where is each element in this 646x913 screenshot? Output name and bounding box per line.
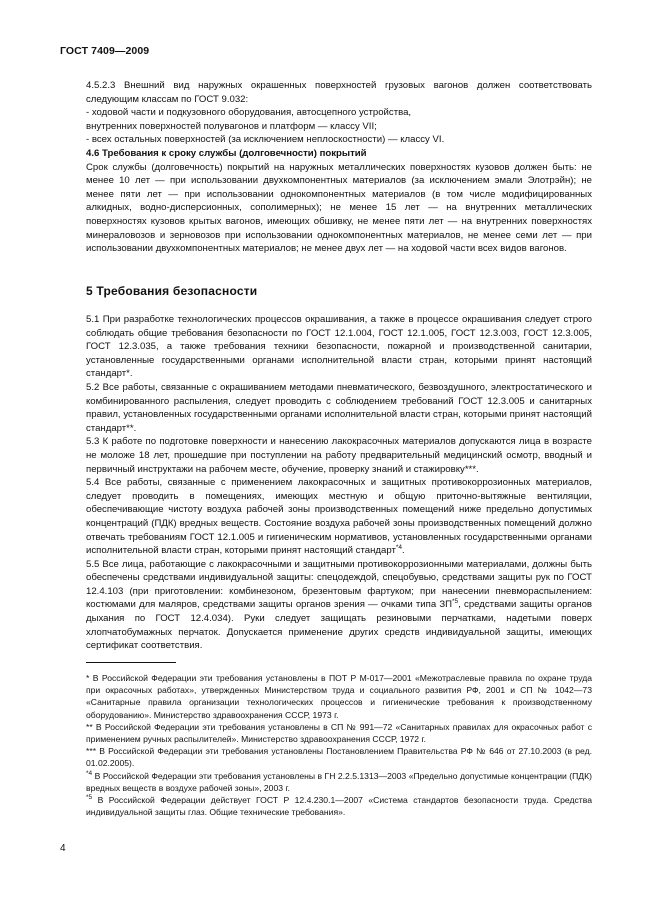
footnote-text: В Российской Федерации эти требования установлены в ГН 2.2.5.1313—2003 «Предельно допустимые концентрации (ПДК) вредных веществ в воздухе рабочей зоны», 2003 г. [86,770,592,793]
paragraph-5-5 [86,558,592,653]
footnote-divider [86,662,176,663]
paragraph-text: 5.5 Все лица, работающие с лакокрасочными и защитными противокоррозионными материалами, должны быть обеспечены средствами индивидуальной защиты: спецодеждой, спецобувью, средствами защиты рук по ГОСТ 12.4.103 (при приготовлении: комбинезоном, брезентовым фартуком; при нанесении пневмораспылением: костюмами для маляров, средствами защиты органов зрения — очками типа ЗП [86,558,592,611]
paragraph [86,79,592,106]
clause-4-5-2-3 [86,79,592,147]
footnote-text: В Российской Федерации действует ГОСТ Р 12.4.230.1—2007 «Система стандартов безопасности труда. Средства индивидуальной защиты глаз. Общие технические требования». [86,795,592,818]
paragraph-5-4 [86,476,592,558]
footnote-ref: *4 [395,543,402,551]
footnotes [86,672,592,818]
list-item: - ходовой части и подкузовного оборудования, автосцепного устройства, [86,107,412,119]
paragraph-text: . [402,545,405,557]
paragraph-text: 4.5.2.3 Внешний вид наружных окрашенных поверхностей грузовых вагонов должен соответствовать следующим классам по ГОСТ 9.032: [86,80,592,105]
paragraph: Срок службы (долговечность) покрытий на наружных металлических поверхностях кузовов должен быть: не менее 10 лет — при использовании двухкомпонентных материалов (за исключением эмали Элотрэйн); не менее пяти лет — при использовании однокомпонентных материалов (в том числе модифицированных алкидных, водно-дисперсионных, сополимерных); не менее 15 лет — на внутренних металлических поверхностях кузовов крытых вагонов, имеющих обшивку, не менее пяти лет — на внутренних поверхностях минераловозов и зерновозов при использовании однокомпонентных материалов, не менее семи лет — при использовании двухкомпонентных материалов; не менее двух лет — на ходовой части всех видов вагонов. [86,161,592,255]
paragraph-text: 5.4 Все работы, связанные с применением лакокрасочных и защитных противокоррозионных материалов, следует проводить в помещениях, имеющих местную и общую приточно-вытяжные вентиляции, обеспечивающие чистоту воздуха рабочей зоны производственных помещений ниже предельно допустимых концентраций (ПДК) вредных веществ. Состояние воздуха рабочей зоны производственных помещений должно отвечать требованиям ГОСТ 12.1.005 и гигиеническим нормативов, установленных государственными органами исполнительной власти стран, которыми принят настоящий стандарт [86,477,592,557]
footnote-mark: *5 [86,794,93,802]
paragraph-5-3: 5.3 К работе по подготовке поверхности и нанесению лакокрасочных материалов допускаются лица в возрасте не моложе 18 лет, прошедшие при поступлении на работу предварительный медицинский осмотр, вводный и первичный инструктажи на рабочем месте, обучение, проверку знаний и стажировку***. [86,436,592,475]
section-5-heading [86,284,592,298]
footnote-4 [86,770,592,794]
list-item: - всех остальных поверхностей (за исключением неплоскостности) — классу VI. [86,134,445,146]
paragraph-text: , средствами защиты органов дыхания по ГОСТ 12.4.034). Руки следует защищать резиновыми перчатками, надетыми поверх хлопчатобумажных перчаток. Допускается применение других средств индивидуальной защиты, имеющих сертификат соответствия. [86,599,592,652]
clause-heading [86,147,592,161]
footnote-mark: *4 [86,769,93,777]
paragraph-5-2: 5.2 Все работы, связанные с окрашиванием методами пневматического, безвоздушного, электростатического и комбинированного распыления, следует проводить с соблюдением требований ГОСТ 12.3.005 и санитарных правил, установленных государственными органами исполнительной власти стран, которыми принят настоящий стандарт**. [86,381,592,434]
footnote-3: *** В Российской Федерации эти требования установлены Постановлением Правительства РФ № 646 от 27.10.2003 (в ред. 01.02.2005). [86,746,592,769]
page-number: 4 [60,843,66,854]
section-5-body [86,313,592,653]
footnote-ref: *5 [452,598,459,606]
footnote-5 [86,794,592,818]
clause-heading-text: 4.6 Требования к сроку службы (долговечности) покрытий [86,148,367,159]
list-item: внутренних поверхностей полувагонов и платформ — классу VII; [86,120,377,132]
paragraph-5-1: 5.1 При разработке технологических процессов окрашивания, а также в процессе окрашивания следует строго соблюдать общие требования безопасности по ГОСТ 12.1.004, ГОСТ 12.1.005, ГОСТ 12.3.003, ГОСТ 12.3.005, ГОСТ 12.3.035, а также требования техники безопасности, пожарной и производственной санитарии, установленные государственными органами исполнительной власти стран, которыми принят настоящий стандарт*. [86,314,592,380]
footnote-1: * В Российской Федерации эти требования установлены в ПОТ Р М-017—2001 «Межотраслевые правила по охране труда при окрасочных работах», утвержденных Министерством труда и социального развития РФ, 2001 и СП № 1042—73 «Санитарные правила организации технологических процессов и гигиенические требования к производственному оборудованию». Министерство здравоохранения СССР, 1973 г. [86,673,592,720]
clause-4-6 [86,147,592,256]
section-title: 5 Требования безопасности [86,284,258,298]
document-id-header: ГОСТ 7409—2009 [60,45,150,57]
footnote-2: ** В Российской Федерации эти требования установлены в СП № 991—72 «Санитарных правилах для окрасочных работ с применением ручных распылителей». Министерство здравоохранения СССР, 1972 г. [86,721,592,745]
